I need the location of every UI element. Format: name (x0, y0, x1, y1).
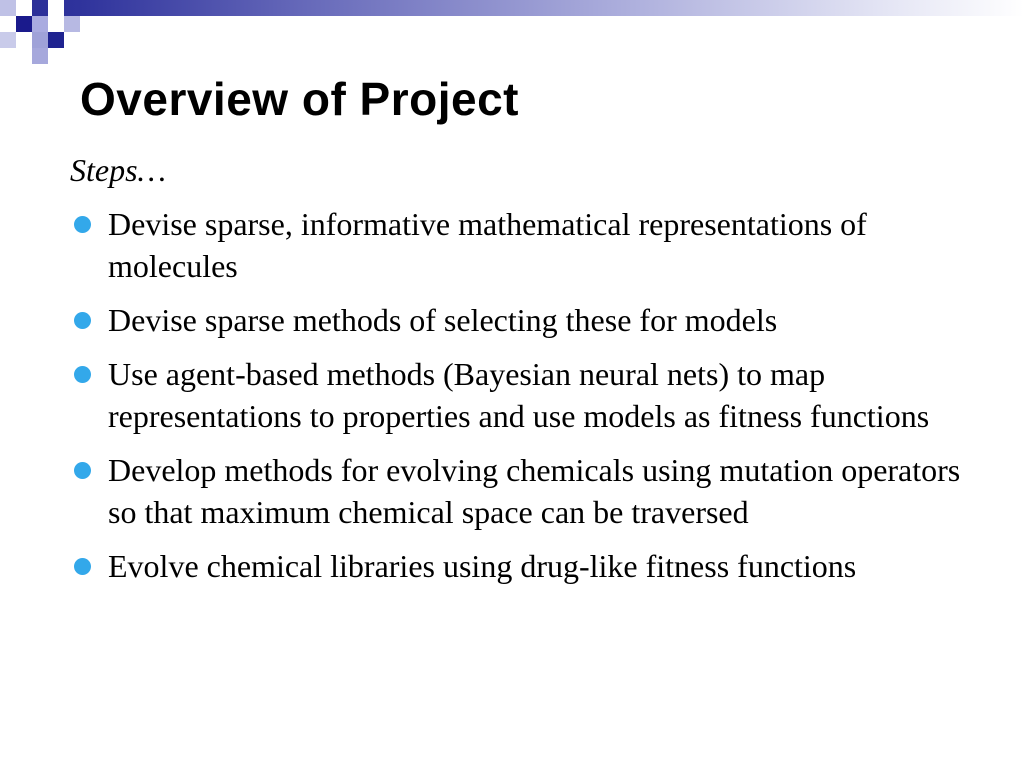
corner-square (64, 16, 80, 32)
corner-square (48, 0, 64, 16)
corner-square (0, 0, 16, 16)
bullet-text: Use agent-based methods (Bayesian neural nets) to map representations to properties and use models as fitness functions (108, 356, 930, 434)
corner-square (32, 48, 48, 64)
corner-square (32, 32, 48, 48)
bullet-item (74, 353, 974, 437)
bullet-item (74, 203, 974, 287)
corner-square (16, 16, 32, 32)
corner-square (32, 16, 48, 32)
bullet-icon (74, 312, 91, 329)
slide-title: Overview of Project (80, 73, 519, 125)
bullet-icon (74, 462, 91, 479)
bullet-item (74, 449, 974, 533)
corner-square (0, 32, 16, 48)
bullet-text: Develop methods for evolving chemicals using mutation operators so that maximum chemical space can be traversed (108, 452, 961, 530)
bullet-text: Devise sparse methods of selecting these for models (108, 302, 778, 338)
bullet-icon (74, 366, 91, 383)
bullet-icon (74, 216, 91, 233)
bullet-item (74, 299, 974, 341)
corner-square (16, 0, 32, 16)
bullet-icon (74, 558, 91, 575)
bullet-list (74, 203, 974, 599)
corner-square (48, 32, 64, 48)
bullet-text: Evolve chemical libraries using drug-like fitness functions (108, 548, 857, 584)
bullet-item (74, 545, 974, 587)
bullet-text: Devise sparse, informative mathematical representations of molecules (108, 206, 867, 284)
header-gradient-band (0, 0, 1024, 16)
slide-subtitle: Steps… (70, 152, 166, 188)
